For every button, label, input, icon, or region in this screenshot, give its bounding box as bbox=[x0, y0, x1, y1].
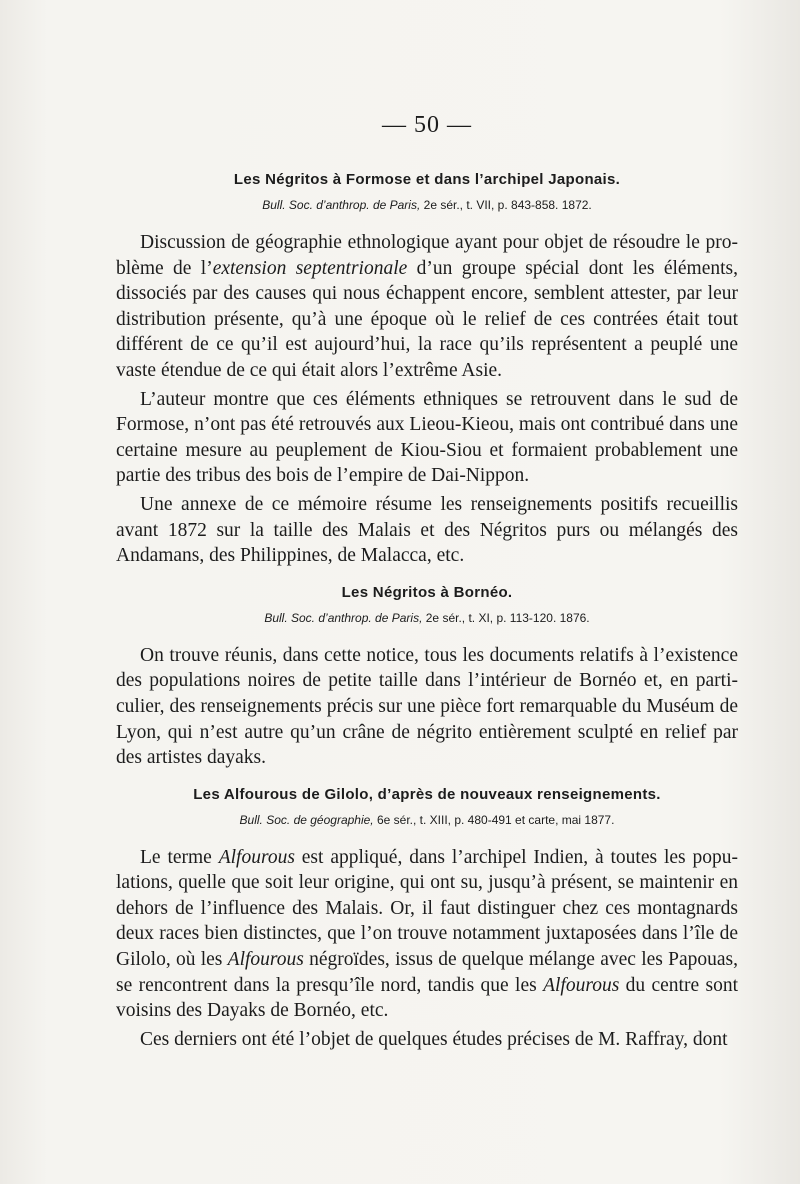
section-title-gilolo: Les Alfourous de Gilolo, d’après de nouveaux renseignements. bbox=[193, 785, 661, 803]
section-title-borneo: Les Négritos à Bornéo. bbox=[341, 583, 513, 601]
section-title-formose: Les Négritos à Formose et dans l’archipel Japonais. bbox=[233, 171, 621, 188]
paragraph-text: Une annexe de ce mémoire résume les renseignements positifs recueillis avant 1872 sur la taille des Malais et des Négritos purs ou mélangés des Andamans, des Philippines, de Malacca, etc. bbox=[116, 493, 738, 567]
paragraph bbox=[116, 492, 738, 569]
paragraph bbox=[116, 230, 738, 384]
citation-journal: Bull. Soc. d’anthrop. de Paris, bbox=[264, 610, 423, 625]
spacer bbox=[116, 774, 738, 786]
paragraph bbox=[116, 1027, 738, 1053]
paragraph-text: négroïdes, issus de quelque mélange avec les Papouas, se rencontrent dans la presqu’île nord, tandis que les bbox=[116, 949, 738, 996]
paragraph-text: Discussion de géographie ethnologique ayant pour objet de résoudre le problème de l’ bbox=[116, 232, 738, 279]
citation-journal: Bull. Soc. d’anthrop. de Paris, bbox=[262, 198, 421, 212]
citation-details: 6e sér., t. XIII, p. 480-491 et carte, mai 1877. bbox=[373, 812, 615, 827]
paragraph-text: est appliqué, dans l’archipel Indien, à toutes les populations, quelle que soit leur origine, qui ont su, jusqu’à présent, se maintenir en dehors de l’influence des Malais. Or, il faut distinguer chez ces montagnards deux races bien distinctes, que l’on trouve notamment juxtaposées dans l’île de Gilolo, où les bbox=[116, 846, 738, 971]
page-content bbox=[116, 112, 738, 1055]
citation-details: 2e sér., t. VII, p. 843-858. 1872. bbox=[420, 198, 592, 212]
citation-journal: Bull. Soc. de géographie, bbox=[239, 812, 374, 827]
paragraph-emphasis: Alfourous bbox=[227, 949, 304, 971]
page-number: — 50 — bbox=[382, 112, 472, 138]
spacer bbox=[116, 572, 738, 584]
paragraph-emphasis: extension septentrionale bbox=[212, 257, 408, 279]
paragraph bbox=[116, 387, 738, 489]
paragraph-text: L’auteur montre que ces éléments ethniques se retrouvent dans le sud de Formose, n’ont pas été retrouvés aux Lieou-Kieou, mais ont contribué dans une certaine mesure au peuplement de Kiou-Siou et formaient probablement une partie des tribus des bois de l’empire de Dai-Nippon. bbox=[116, 388, 738, 487]
citation-details: 2e sér., t. XI, p. 113-120. 1876. bbox=[422, 610, 590, 625]
paragraph-text: du centre sont voisins des Dayaks de Bornéo, etc. bbox=[116, 974, 738, 1022]
paragraph-text: Le terme bbox=[140, 846, 219, 868]
paragraph-text: Ces derniers ont été l’objet de quelques études précises de M. Raffray, dont bbox=[140, 1028, 728, 1050]
paragraph-text: On trouve réunis, dans cette notice, tous les documents relatifs à l’existence des populations noires de petite taille dans l’intérieur de Bornéo et, en particulier, des renseignements précis sur une pièce fort remarquable du Muséum de Lyon, qui n’est autre qu’un crâne de négrito entièrement sculpté en relief par des artistes dayaks. bbox=[116, 644, 738, 769]
paragraph-text: d’un groupe spécial dont les éléments, dissociés par des causes qui nous échappent encore, semblent attester, par leur distribution présente, qu’à une époque où le relief de ces contrées était tout différent de ce qu’il est aujourd’hui, la race qu’ils représentent a peuplé une vaste étendue de ce qui était alors l’extrême Asie. bbox=[116, 257, 739, 381]
citation-formose bbox=[116, 198, 738, 212]
paragraph-emphasis: Alfourous bbox=[218, 846, 295, 868]
citation-borneo bbox=[116, 611, 738, 625]
paragraph-emphasis: Alfourous bbox=[543, 974, 620, 996]
paragraph bbox=[116, 643, 738, 771]
citation-gilolo bbox=[116, 813, 738, 827]
paragraph bbox=[116, 845, 738, 1024]
